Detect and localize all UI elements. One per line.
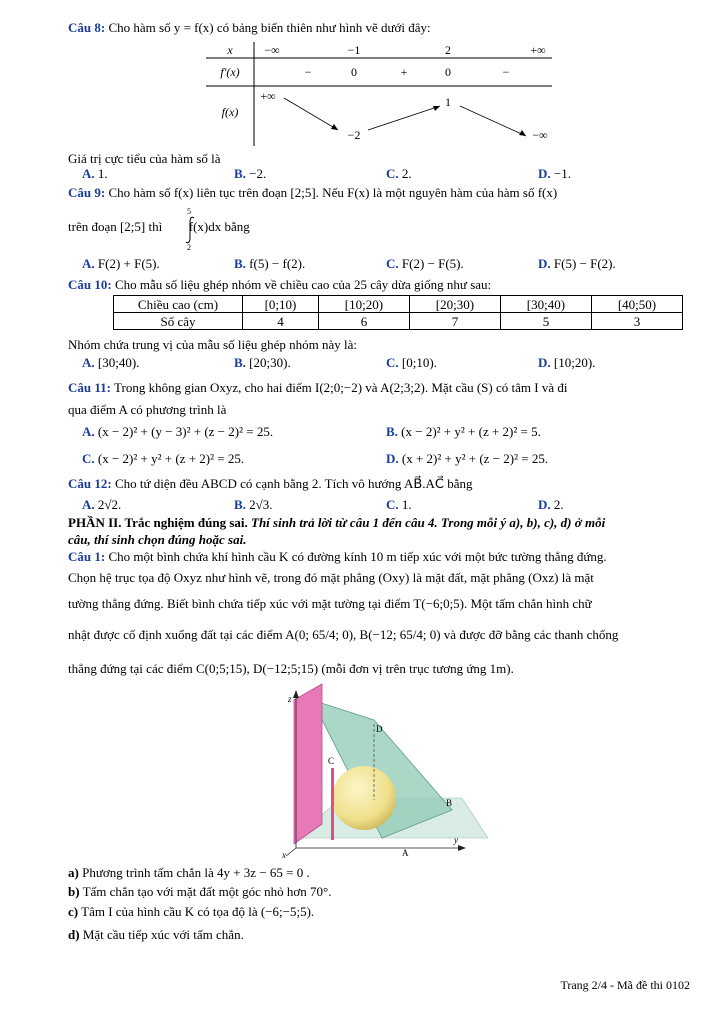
q12-opt-a: 2√2. bbox=[97, 497, 122, 512]
ft-header-count: Số cây bbox=[114, 313, 243, 330]
p2q1-statement-c: c) Tâm I của hình cầu K có tọa độ là (−6;−5;5). bbox=[68, 904, 315, 919]
q9-text1: Cho hàm số f(x) liên tục trên đoạn [2;5]. Nếu F(x) là một nguyên hàm của hàm số f(x) bbox=[108, 185, 558, 200]
vt-x-1: −1 bbox=[347, 43, 361, 57]
vt-f-2: 1 bbox=[445, 95, 451, 109]
p2q1-line1 bbox=[68, 549, 707, 565]
q9-opt-a: F(2) + F(5). bbox=[97, 256, 160, 271]
q8-opt-b-label: B. bbox=[234, 166, 246, 181]
part2-instruction-1: Thí sinh trả lời từ câu 1 đến câu 4. Trong mỗi ý a), b), c), d) ở mỗi bbox=[251, 515, 606, 530]
label-y: y bbox=[454, 835, 458, 845]
vt-x-3: +∞ bbox=[530, 43, 546, 57]
q8-opt-a-label: A. bbox=[82, 166, 95, 181]
q11-text1: Trong không gian Oxyz, cho hai điểm I(2;0;−2) và A(2;3;2). Mặt cầu (S) có tâm I và đi bbox=[114, 380, 568, 395]
vt-f-0: +∞ bbox=[260, 89, 276, 103]
vt-arrow-up bbox=[368, 106, 440, 130]
ft-count-1: 6 bbox=[318, 313, 409, 330]
vt-f-1: −2 bbox=[347, 128, 361, 142]
vt-fp-1: 0 bbox=[351, 65, 357, 79]
ft-count-3: 5 bbox=[500, 313, 591, 330]
label-d: D bbox=[376, 724, 383, 734]
post-c bbox=[331, 768, 334, 840]
label-c: C bbox=[328, 756, 335, 766]
p2q1-statement-a: a) Phương trình tấm chắn là 4y + 3z − 65 = 0 . bbox=[68, 865, 310, 880]
vt-x-0: −∞ bbox=[264, 43, 280, 57]
label-a: A bbox=[402, 848, 409, 858]
q11-number: Câu 11: bbox=[68, 380, 111, 395]
p2q1-number: Câu 1: bbox=[68, 549, 106, 564]
vt-fp-4: − bbox=[502, 65, 510, 79]
label-x: x bbox=[282, 850, 286, 860]
p2q1-line2: Chọn hệ trục tọa độ Oxyz như hình vẽ, trong đó mặt phẳng (Oxy) là mặt đất, mặt phẳng (Oxz) là mặt bbox=[68, 570, 594, 585]
ft-count-0: 4 bbox=[243, 313, 319, 330]
p2q1-line4: nhật được cố định xuống đất tại các điểm A(0; 65/4; 0), B(−12; 65/4; 0) và được đỡ bằng các thanh chống bbox=[68, 627, 619, 642]
q9-line1 bbox=[68, 185, 707, 201]
q8-question: Giá trị cực tiểu của hàm số là bbox=[68, 151, 221, 166]
part2-title: PHẦN II. Trắc nghiệm đúng sai. bbox=[68, 515, 248, 530]
q10-question: Nhóm chứa trung vị của mẫu số liệu ghép nhóm này là: bbox=[68, 337, 358, 352]
label-z: z bbox=[288, 694, 292, 704]
vt-f-3: −∞ bbox=[532, 128, 548, 142]
ft-interval-3: [30;40) bbox=[500, 296, 591, 313]
q12-opt-b: 2√3. bbox=[249, 497, 273, 512]
p2q1-line3: tường thẳng đứng. Biết bình chứa tiếp xúc với mặt tường tại điểm T(−6;0;5). Một tấm chắn hình chữ bbox=[68, 596, 592, 611]
ft-interval-1: [10;20) bbox=[318, 296, 409, 313]
vt-arrow-down-2 bbox=[460, 106, 526, 136]
q12-opt-c: 1. bbox=[401, 497, 412, 512]
geometry-figure bbox=[282, 680, 496, 860]
q8-stem bbox=[68, 20, 707, 36]
q8-text: Cho hàm số y = f(x) có bảng biến thiên như hình vẽ dưới đây: bbox=[108, 20, 431, 35]
q9-opt-b: f(5) − f(2). bbox=[249, 256, 306, 271]
ft-interval-2: [20;30) bbox=[409, 296, 500, 313]
ft-interval-4: [40;50) bbox=[591, 296, 682, 313]
q8-opt-d-label: D. bbox=[538, 166, 551, 181]
q9-text2-post: f(x)dx bằng bbox=[188, 219, 250, 234]
q12-text: Cho tứ diện đều ABCD có cạnh bằng 2. Tích vô hướng AB⃗.AC⃗ bằng bbox=[114, 476, 473, 491]
x-axis bbox=[286, 848, 296, 856]
part2-instruction-2: câu, thí sinh chọn đúng hoặc sai. bbox=[68, 532, 247, 547]
vt-arrow-down-1 bbox=[284, 98, 338, 130]
q9-number: Câu 9: bbox=[68, 185, 106, 200]
label-b: B bbox=[446, 798, 453, 808]
vt-f-label: f(x) bbox=[221, 105, 239, 119]
vt-x-label: x bbox=[227, 43, 233, 57]
q8-opt-c: 2. bbox=[401, 166, 412, 181]
vt-x-2: 2 bbox=[445, 43, 451, 57]
ft-header-height: Chiều cao (cm) bbox=[114, 296, 243, 313]
q10-opt-b: [20;30). bbox=[249, 355, 291, 370]
q10-number: Câu 10: bbox=[68, 277, 112, 292]
vt-fp-label: f′(x) bbox=[220, 65, 240, 79]
q10-text: Cho mẫu số liệu ghép nhóm về chiều cao của 25 cây dừa giống như sau: bbox=[114, 277, 492, 292]
q10-opt-d: [10;20). bbox=[553, 355, 596, 370]
variation-table bbox=[206, 42, 552, 146]
q11-opt-d: (x + 2)² + y² + (z − 2)² = 25. bbox=[401, 451, 549, 466]
q12-opt-d: 2. bbox=[553, 497, 564, 512]
p2q1-statement-b: b) Tấm chắn tạo với mặt đất một góc nhỏ hơn 70°. bbox=[68, 884, 332, 899]
q8-opt-d: −1. bbox=[553, 166, 571, 181]
sphere-k bbox=[332, 766, 396, 830]
q8-opt-b: −2. bbox=[249, 166, 267, 181]
p2q1-text1: Cho một bình chứa khí hình cầu K có đường kính 10 m tiếp xúc với một bức tường thẳng đứng. bbox=[108, 549, 607, 564]
q11-opt-a: (x − 2)² + (y − 3)² + (z − 2)² = 25. bbox=[97, 424, 274, 439]
q11-line2: qua điểm A có phương trình là bbox=[68, 402, 227, 417]
q12-stem bbox=[68, 476, 707, 492]
wall-plane bbox=[294, 684, 322, 844]
q10-opt-c: [0;10). bbox=[401, 355, 437, 370]
q9-line2 bbox=[68, 219, 707, 235]
q8-opt-c-label: C. bbox=[386, 166, 399, 181]
q10-opt-a: [30;40). bbox=[97, 355, 140, 370]
ft-count-2: 7 bbox=[409, 313, 500, 330]
part2-header bbox=[68, 515, 707, 531]
frequency-table bbox=[113, 295, 683, 330]
vt-fp-3: 0 bbox=[445, 65, 451, 79]
exam-page: Câu 8: Cho hàm số y = f(x) có bảng biến thiên như hình vẽ dưới đây: x f′(x) f(x) −∞ −1 2 +∞ − 0 + 0 − +∞ −2 1 −∞ Giá trị cực tiểu của hàm số là A. 1. B. −2. C. 2. D. −1. Câu 9: Cho hàm số f(x) liên tục trên đoạn [2;5]. Nếu F(x) là một nguyên hàm của hàm số f(x) trên đoạn [2;5] thì f(x)dx bằng 5 2 A. F(2) + F(5). B. f(5) − f(2). C. F(2) − F(5). D. F(5) − F(2). Câu 10: Cho mẫu số liệu ghép nhóm về chiều cao của 25 cây dừa giống như sau: Chiều cao (cm) [0;10) [10;20) [20;30) [30;40) [40;50) Số cây 4 6 7 5 3 Nhóm chứa trung vị của mẫu số liệu ghép nhóm này là: A. [30;40). B. [20;30). C. [0;10). D. [10;20). Câu 11: Trong không gian Oxyz, cho hai điểm I(2;0;−2) và A(2;3;2). Mặt cầu (S) có tâm I và đi qua điểm A có phương trình là A. (x − 2)² + (y − 3)² + (z − 2)² = 25. B. (x − 2)² + y² + (z + 2)² = 5. C. (x − 2)² + y² + (z + 2)² = 25. D. (x + 2)² + y² + (z − 2)² = 25. Câu 12: Cho tứ diện đều ABCD có cạnh bằng 2. Tích vô hướng AB⃗.AC⃗ bằng A. 2√2. B. 2√3. C. 1. D. 2. PHẦN II. Trắc nghiệm đúng sai. Thí sinh trả lời từ câu 1 đến câu 4. Trong mỗi ý a), b), c), d) ở mỗi câu, thí sinh chọn đúng hoặc sai. Câu 1: Cho một bình chứa khí hình cầu K có đường kính 10 m tiếp xúc với một bức tường thẳng đứng. Chọn hệ trục tọa độ Oxyz như hình vẽ, trong đó mặt phẳng (Oxy) là mặt đất, mặt phẳng (Oxz) là mặt tường thẳng đứng. Biết bình chứa tiếp xúc với mặt tường tại điểm T(−6;0;5). Một tấm chắn hình chữ nhật được cố định xuống đất tại các điểm A(0; 65/4; 0), B(−12; 65/4; 0) và được đỡ bằng các thanh chống thẳng đứng tại các điểm C(0;5;15), D(−12;5;15) (mỗi đơn vị trên trục tương ứng 1m). z x y A B C D a) Phương trình tấm chắn là 4y + 3z − 65 = 0 . b) Tấm chắn tạo với mặt đất một góc nhỏ hơn 70°. c) Tâm I của hình cầu K có tọa độ là (−6;−5;5). d) Mặt cầu tiếp xúc với tấm chắn. Trang 2/4 - Mã đề thi 0102 bbox=[0, 0, 725, 1024]
q11-line1 bbox=[68, 380, 707, 396]
q11-opt-c: (x − 2)² + y² + (z + 2)² = 25. bbox=[97, 451, 245, 466]
q10-stem bbox=[68, 277, 707, 293]
q9-text2-pre: trên đoạn [2;5] thì bbox=[68, 219, 163, 234]
q12-number: Câu 12: bbox=[68, 476, 112, 491]
ft-count-4: 3 bbox=[591, 313, 682, 330]
page-footer: Trang 2/4 - Mã đề thi 0102 bbox=[560, 978, 690, 992]
integral-lower: 2 bbox=[187, 243, 191, 250]
q11-opt-b: (x − 2)² + y² + (z + 2)² = 5. bbox=[401, 424, 541, 439]
q9-opt-d: F(5) − F(2). bbox=[553, 256, 616, 271]
vt-fp-2: + bbox=[400, 65, 408, 79]
q8-number: Câu 8: bbox=[68, 20, 106, 35]
integral-upper: 5 bbox=[187, 207, 191, 216]
p2q1-line5: thẳng đứng tại các điểm C(0;5;15), D(−12;5;15) (mỗi đơn vị trên trục tương ứng 1m). bbox=[68, 661, 514, 676]
q8-opt-a: 1. bbox=[97, 166, 108, 181]
integral-sign bbox=[184, 206, 198, 250]
vt-fp-0: − bbox=[304, 65, 312, 79]
p2q1-statement-d: d) Mặt cầu tiếp xúc với tấm chắn. bbox=[68, 927, 244, 942]
ft-interval-0: [0;10) bbox=[243, 296, 319, 313]
q9-opt-c: F(2) − F(5). bbox=[401, 256, 464, 271]
